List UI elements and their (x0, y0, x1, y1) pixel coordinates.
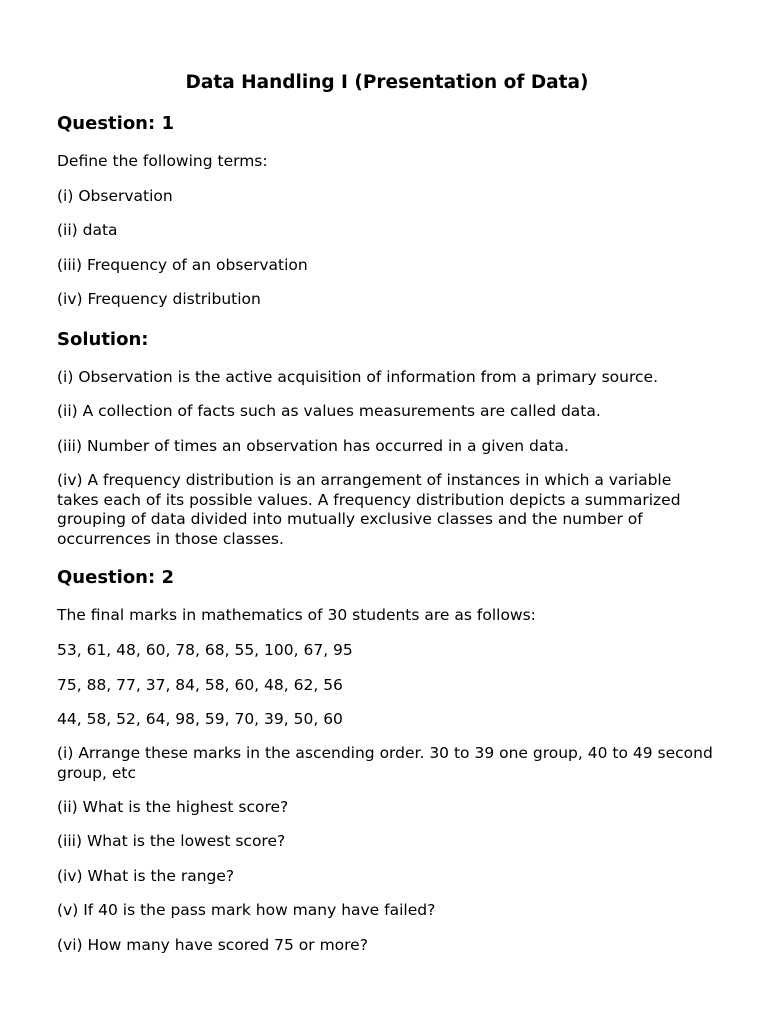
question-2-heading: Question: 2 (57, 567, 174, 588)
question-1-item: (iv) Frequency distribution (57, 290, 261, 308)
marks-data-row: 75, 88, 77, 37, 84, 58, 60, 48, 62, 56 (57, 676, 343, 694)
question-2-part: (i) Arrange these marks in the ascending order. 30 to 39 one group, 40 to 49 second group, etc (57, 744, 713, 782)
question-2-part: (ii) What is the highest score? (57, 798, 289, 816)
question-2-part: (vi) How many have scored 75 or more? (57, 936, 368, 954)
question-1-item: (i) Observation (57, 187, 173, 205)
question-2-part: (iv) What is the range? (57, 867, 235, 885)
marks-data-row: 44, 58, 52, 64, 98, 59, 70, 39, 50, 60 (57, 710, 343, 728)
question-1-prompt: Define the following terms: (57, 152, 268, 170)
question-1-item: (ii) data (57, 221, 118, 239)
question-2-prompt: The final marks in mathematics of 30 students are as follows: (57, 606, 536, 624)
question-1-heading: Question: 1 (57, 113, 174, 134)
question-2-part: (iii) What is the lowest score? (57, 832, 286, 850)
page-title: Data Handling I (Presentation of Data) (185, 72, 589, 93)
solution-answer: (ii) A collection of facts such as values measurements are called data. (57, 402, 601, 420)
solution-answer: (i) Observation is the active acquisition of information from a primary source. (57, 368, 659, 386)
solution-heading: Solution: (57, 329, 149, 350)
question-2-part: (v) If 40 is the pass mark how many have failed? (57, 901, 436, 919)
solution-answer: (iii) Number of times an observation has occurred in a given data. (57, 437, 569, 455)
marks-data-row: 53, 61, 48, 60, 78, 68, 55, 100, 67, 95 (57, 641, 353, 659)
question-1-item: (iii) Frequency of an observation (57, 256, 308, 274)
solution-answer: (iv) A frequency distribution is an arrangement of instances in which a variable takes each of its possible values. A frequency distribution depicts a summarized grouping of data divided into mutually exclusive classes and the number of occurrences in those classes. (57, 471, 681, 548)
